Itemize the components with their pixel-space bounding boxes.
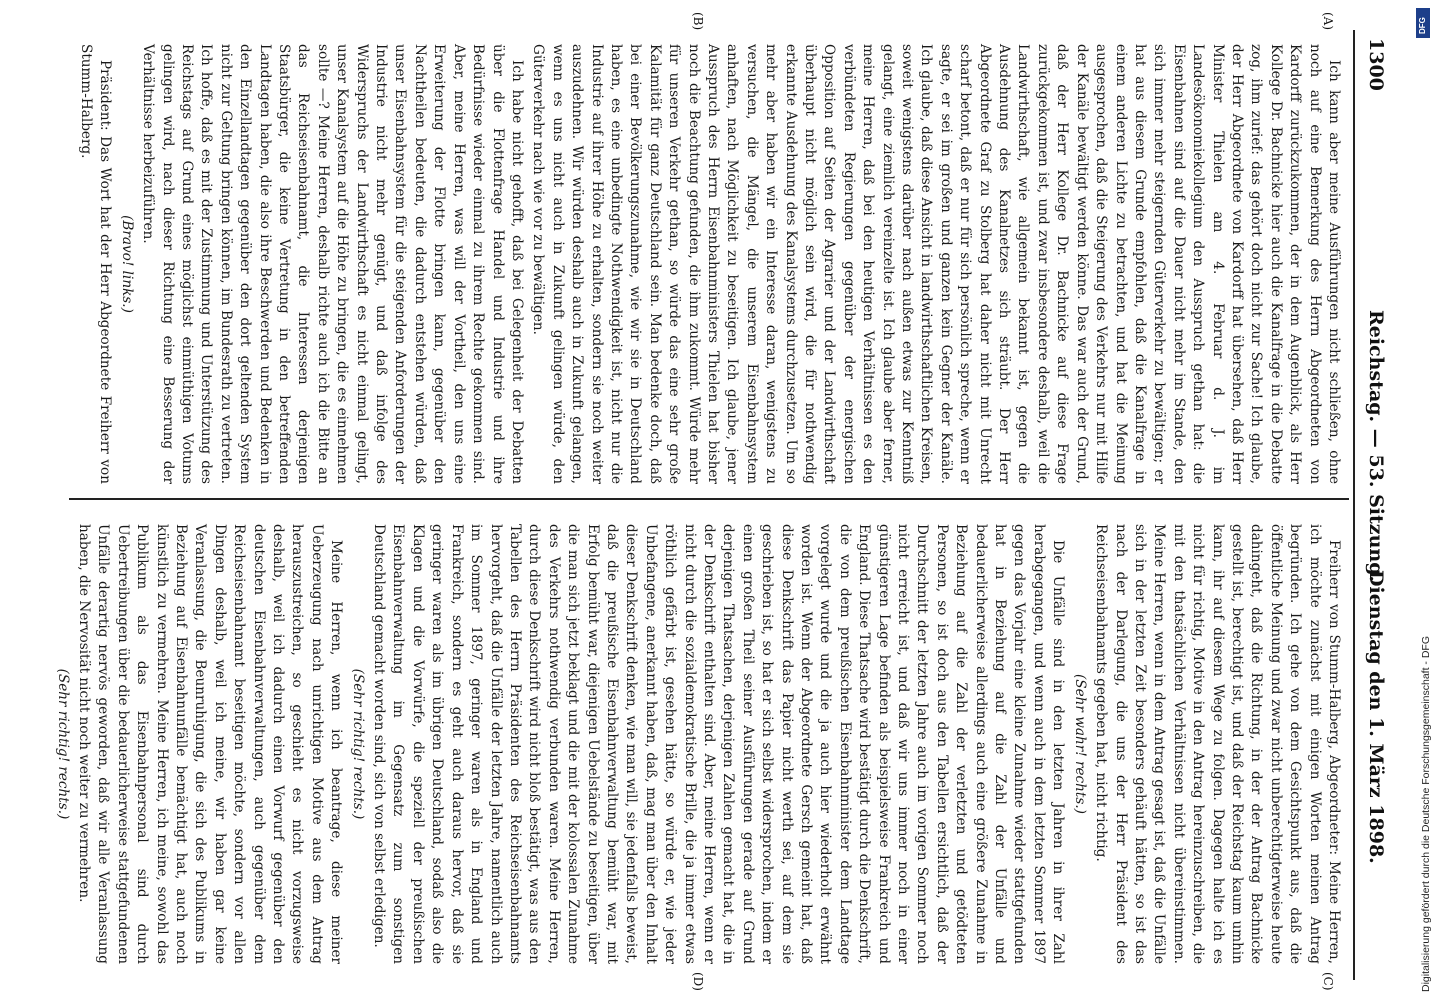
header-rule	[1353, 30, 1355, 980]
interjection: (Sehr richtig! rechts.)	[54, 668, 71, 820]
digitization-sidenote	[1404, 8, 1432, 992]
dfg-logo	[1416, 8, 1430, 38]
paragraph: Die Unfälle sind in den letzten Jahren in ihrer Zahl herabgegangen, und wenn auch in dem letzten Sommer 1897 gegen das Vorjahr eine kleine Zunahme wieder stattgefunden hat in Beziehung auf die Zahl der Unfälle und bedauerlicherweise allerdings auch eine größere Zunahme in Beziehung auf die Zahl der verletzten und getödteten Personen, so ist doch aus den Tabellen ersichtlich, daß der Durchschnitt der letzten Jahre auch im vorigen Sommer noch nicht erreicht ist, und daß wir uns immer noch in einer günstigeren Lage befinden als beispielsweise Frankreich und England. Diese Thatsache wird bestätigt durch die Denkschrift, die von dem preußischen Eisenbahnminister dem Landtage vorgelegt wurde und die ja auch hier wiederholt erwähnt worden ist. Wenn der Abgeordnete Gersch gemeint hat, daß diese Denkschrift das Papier nicht werth sei, auf dem sie geschrieben ist, so hat er sich selbst widersprochen, indem er einen großen Theil seiner Ausführungen gerade auf Grund derjenigen Thatsachen, derjenigen Zahlen gemacht hat, die in der Denkschrift enthalten sind. Aber, meine Herren, wenn er nicht durch die sozialdemokratische Brille, die ja immer etwas röthlich gefärbt ist, gesehen hätte, so würde er, wie jeder Unbefangene, anerkannt haben, daß, mag man über den Inhalt dieser Denkschrift denken, wie man will, sie jedenfalls beweist, daß die preußische Eisenbahnverwaltung bemüht war, mit Erfolg bemüht war, diejenigen Uebelstände zu beseitigen, über die man sich jetzt beklagt und die mit der kolossalen Zunahme des Verkehrs nothwendig verbunden waren. Meine Herren, durch diese Denkschrift wird nicht bloß bestätigt, was aus den Tabellen des Herrn Präsidenten des Reichseisenbahnamts hervorgeht, daß die Unfälle der letzten Jahre, namentlich auch im Sommer 1897, geringer waren als in England und Frankreich, sondern es geht auch daraus hervor, daß sie geringer waren als im übrigen Deutschland, sodaß also die Klagen und die Vorwürfe, die speziell der preußischen Eisenbahnverwaltung im Gegensatz zum sonstigen Deutschland gemacht worden sind, sich von selbst erledigen.	[371, 524, 1067, 964]
margin-marker-c: (C)	[1321, 972, 1335, 991]
right-column	[50, 524, 1343, 964]
left-column	[74, 44, 1343, 484]
sidenote-text: Digitalisierung gefördert durch die Deutsche Forschungsgemeinschaft - DFG	[1420, 635, 1432, 992]
margin-marker-b: (B)	[691, 12, 705, 31]
interjection: (Sehr richtig! rechts.)	[349, 668, 366, 820]
header-session: Reichstag. — 53. Sitzung.	[1365, 310, 1387, 583]
interjection: (Sehr wahr! rechts.)	[1071, 674, 1088, 814]
header-date: Dienstag den 1. März 1898.	[1365, 570, 1387, 864]
president-statement: Präsident: Das Wort hat der Herr Abgeordnete Freiherr von Stumm-Halberg.	[78, 44, 114, 484]
column-divider	[69, 498, 1349, 500]
paragraph: Ich kann aber meine Ausführungen nicht schließen, ohne noch auf eine Bemerkung des Herrn Abgeordneten von Kardorff zurückzukommen, der in dem Augenblick, als Herr Kollege Dr. Bachnicke hier auch die Kanalfrage in die Debatte zog, ihm zurief: das gehört doch nicht zur Sache! Ich glaube, der Herr Abgeordnete von Kardorff hat übersehen, daß Herr Minister Thielen am 4. Februar d. J. im Landesökonomiekollegium den Ausspruch gethan hat: die Eisenbahnen sind auf die Dauer nicht mehr im Stande, den sich immer mehr steigernden Güterverkehr zu bewältigen; er hat aus diesem Grunde empfohlen, daß die Kanalfrage in einem anderen Lichte zu betrachten, und hat die Meinung ausgesprochen, daß die Steigerung des Verkehrs nur mit Hilfe der Kanäle bewältigt werden könne. Das war auch der Grund, daß der Herr Kollege Dr. Bachnicke auf diese Frage zurückgekommen ist, und zwar insbesondere deshalb, weil die Landwirthschaft, wie allgemein bekannt ist, gegen die Ausdehnung des Kanalnetzes sich sträubt. Der Herr Abgeordnete Graf zu Stolberg hat daher nicht mit Unrecht scharf betont, daß er nur für sich persönlich spreche, wenn er sagte, er sei im großen und ganzen kein Gegner der Kanäle. Ich glaube, daß diese Ansicht in landwirthschaftlichen Kreisen, soweit wenigstens darüber nach außen etwas zur Kenntniß gelangt, eine ziemlich vereinzelte ist. Ich glaube aber ferner, meine Herren, daß bei den heutigen Verhältnissen es den verbündeten Regierungen gegenüber der energischen Opposition auf Seiten der Agrarier und der Landwirthschaft überhaupt nicht möglich sein wird, die für nothwendig erkannte Ausdehnung des Kanalsystems durchzusetzen. Um so mehr aber haben wir ein Interesse daran, wenigstens zu versuchen, die Mängel, die unserem Eisenbahnsystem anhaften, nach Möglichkeit zu beseitigen. Ich glaube, jener Ausspruch des Herrn Eisenbahnministers Thielen hat bisher noch die Beachtung gefunden, die ihm zukommt. Würde mehr für unseren Verkehr gethan, so würde das eine sehr große Kalamität für ganz Deutschland sein. Man bedenke doch, daß bei einer Bevölkerungszunahme, wie wir sie in Deutschland haben, es eine unbedingte Nothwendigkeit ist, nicht nur die Industrie auf ihrer Höhe zu erhalten, sondern sie noch weiter auszudehnen. Wir würden deshalb auch in Zukunft gelangen, wenn es uns nicht auch in Zukunft gelingen würde, den Güterverkehr nach wie vor zu bewältigen.	[530, 44, 1342, 484]
rotated-page	[55, 10, 1395, 990]
paragraph: Meine Herren, wenn ich beantrage, diese meiner Ueberzeugung nach unrichtigen Motive aus dem Antrag herauszustreichen, so geschieht es nicht vorzugsweise deshalb, weil ich dadurch einen Vorwurf gegenüber den deutschen Eisenbahnverwaltungen, auch gegenüber dem Reichseisenbahnamt beseitigen möchte, sondern vor allen Dingen deshalb, weil ich meine, wir haben gar keine Veranlassung, die Beunruhigung, die sich des Publikums in Beziehung auf Eisenbahnunfälle bemächtigt hat, auch noch künstlich zu vermehren. Meine Herren, ich meine, sowohl das Publikum als das Eisenbahnpersonal sind durch Uebertreibungen über die bedauerlicherweise stattgefundenen Unfälle derartig nervös geworden, daß wir alle Veranlassung haben, die Nervosität nicht noch weiter zu vermehren.	[76, 524, 345, 964]
dfg-logo-text: DFG	[1418, 17, 1427, 34]
paragraph: Ich habe nicht gehofft, daß bei Gelegenheit der Debatten über die Flottenfrage Handel und Industrie und ihre Bedürfnisse wieder einmal zu ihrem Rechte gekommen sind. Aber, meine Herren, was will der Vortheil, den uns eine Erweiterung der Flotte bringen kann, gegenüber den Nachtheilen bedeuten, die dadurch entstehen würden, daß unser Eisenbahnsystem für die steigenden Anforderungen der Industrie nicht mehr genügt, und daß infolge des Widerspruchs der Landwirthschaft es nicht einmal gelingt, unser Kanalsystem auf die Höhe zu bringen, die es einnehmen sollte —? Meine Herren, deshalb richte auch ich die Bitte an das Reichseisenbahnamt, die Interessen derjenigen Staatsbürger, die keine Vertretung in den betreffenden Landtagen haben, die also ihre Beschwerden und Bedenken in den Einzellandtagen gegenüber den dort geltenden System nicht zur Geltung bringen können, im Bundesrath zu vertreten. Ich hoffe, daß es mit der Zustimmung und Unterstützung des Reichstags auf Grund eines möglichst einmüthigen Votums gelingen wird, nach dieser Richtung eine Besserung der Verhältnisse herbeizuführen.	[140, 44, 525, 484]
margin-marker-d: (D)	[691, 972, 705, 991]
margin-marker-a: (A)	[1321, 12, 1335, 31]
applause-note: (Bravo! links.)	[118, 215, 135, 313]
page-header	[1355, 10, 1395, 990]
paragraph: Freiherr von Stumm-Halberg, Abgeordneter: Meine Herren, ich möchte zunächst mit einigen Worten meinen Antrag begründen. Ich gehe von dem Gesichtspunkt aus, daß die öffentliche Meinung und zwar nicht unberechtigterweise heute dahingeht, daß die Richtung, in der der Antrag Bachnicke gestellt ist, berechtigt ist, und daß der Reichstag kaum umhin kann, ihr auf diesem Wege zu folgen. Dagegen halte ich es nicht für richtig, Motive in den Antrag hereinzuschreiben, die mit den thatsächlichen Verhältnissen nicht übereinstimmen. Meine Herren, wenn in dem Antrag gesagt ist, daß die Unfälle sich in der letzten Zeit besonders gehäuft hätten, so ist das nach der Darlegung, die uns der Herr Präsident des Reichseisenbahnamts gegeben hat, nicht richtig.	[1093, 524, 1342, 964]
page-number: 1300	[1365, 38, 1387, 91]
